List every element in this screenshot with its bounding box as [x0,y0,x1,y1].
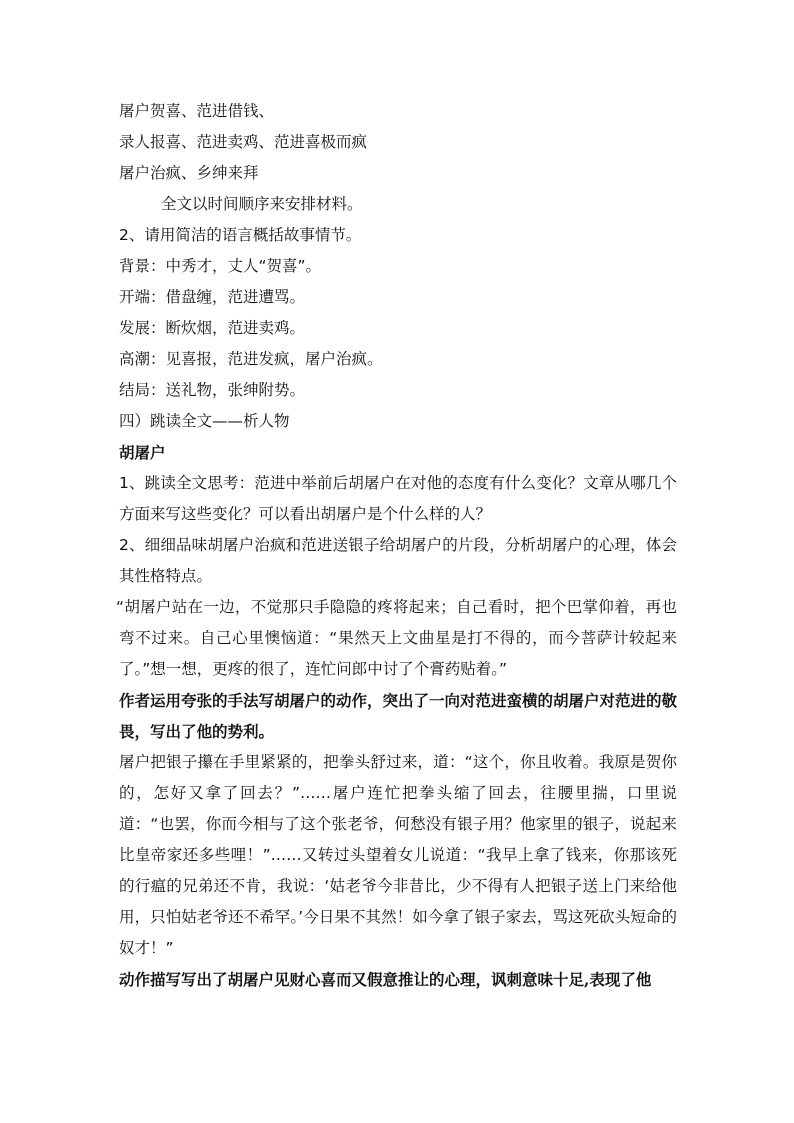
plot-development: 发展：断炊烟，范进卖鸡。 [119,319,306,337]
task-2: 2、细细品味胡屠户治疯和范进送银子给胡屠户的片段，分析胡屠户的心理，体会其性格特点。 [119,536,677,585]
order-note: 全文以时间顺序来安排材料。 [161,195,363,213]
task-1: 1、跳读全文思考：范进中举前后胡屠户在对他的态度有什么变化？文章从哪几个方面来写这些变化？可以看出胡屠户是个什么样的人？ [119,474,677,523]
character-heading: 胡屠户 [119,443,166,462]
quote-1: “胡屠户站在一边，不觉那只手隐隐的疼将起来；自己看时，把个巴掌仰着，再也弯不过来。自己心里懊恼道：“果然天上文曲星是打不得的，而今菩萨计较起来了。”想一想，更疼的很了，连忙问郎中讨了个膏药贴着。” [116,598,677,678]
plot-beginning: 开端：借盘缠，范进遭骂。 [119,288,306,306]
outline-line-2: 录人报喜、范进卖鸡、范进喜极而疯 [119,133,368,151]
analysis-2: 动作描写写出了胡屠户见财心喜而又假意推让的心理，讽刺意味十足,表现了他 [119,970,652,989]
outline-line-1: 屠户贺喜、范进借钱、 [119,102,275,120]
analysis-1: 作者运用夸张的手法写胡屠户的动作，突出了一向对范进蛮横的胡屠户对范进的敬畏，写出了他的势利。 [119,691,678,741]
plot-background: 背景：中秀才，丈人“贺喜”。 [119,257,322,275]
question-2-heading: 2、请用简洁的语言概括故事情节。 [119,226,362,244]
plot-ending: 结局：送礼物，张绅附势。 [119,381,306,399]
quote-2: 屠户把银子攥在手里紧紧的，把拳头舒过来，道：“这个，你且收着。我原是贺你的，怎好又拿了回去？”……屠户连忙把拳头缩了回去，往腰里揣，口里说道：“也罢，你而今相与了这个张老爷，何愁没有银子用？他家里的银子，说起来比皇帝家还多些哩！”……又转过头望着女儿说道：“我早上拿了钱来，你那该死的行瘟的兄弟还不肯，我说：‘姑老爷今非昔比，少不得有人把银子送上门来给他用，只怕姑老爷还不希罕。’今日果不其然！如今拿了银子家去，骂这死砍头短命的奴才！” [119,753,677,957]
document-body [116,96,678,995]
plot-climax: 高潮：见喜报，范进发疯，屠户治疯。 [119,350,383,368]
section-4-heading: 四）跳读全文——析人物 [119,412,290,430]
outline-line-3: 屠户治疯、乡绅来拜 [119,164,259,182]
